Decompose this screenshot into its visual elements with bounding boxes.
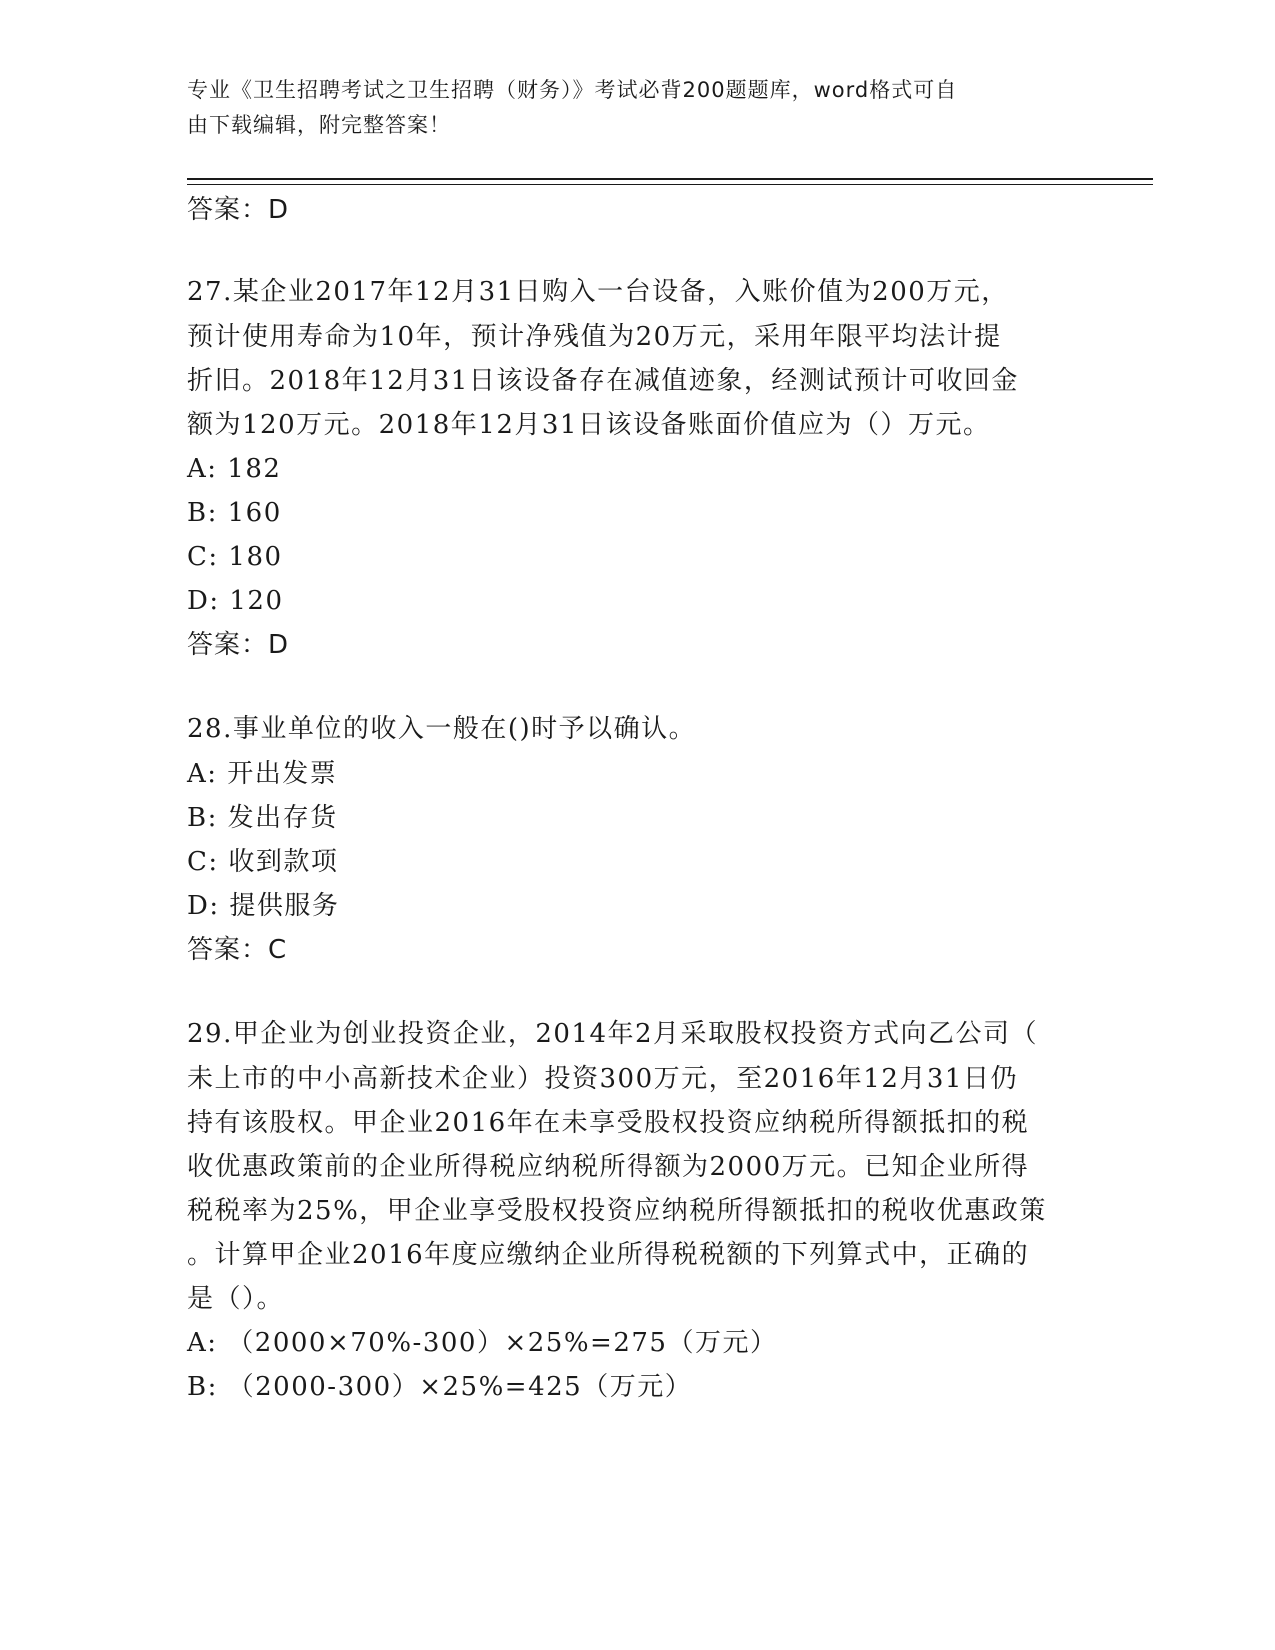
q29-stem-line-6: 。计算甲企业2016年度应缴纳企业所得税税额的下列算式中，正确的 [187, 1240, 1030, 1270]
document-header [187, 73, 1067, 143]
q29-option-b: B: （2000-300）×25%=425（万元） [187, 1372, 693, 1402]
q27-option-d: D: 120 [187, 586, 284, 616]
answer-prev: 答案：D [187, 195, 290, 225]
header-rule-thick [187, 178, 1153, 180]
header-rule-thin [187, 184, 1153, 185]
q27-stem-line-3: 折旧。2018年12月31日该设备存在减值迹象，经测试预计可收回金 [187, 366, 1019, 396]
q29-stem-line-7: 是（）。 [187, 1284, 285, 1314]
q27-stem-line-1: 27.某企业2017年12月31日购入一台设备，入账价值为200万元， [187, 277, 1009, 307]
q29-option-a: A: （2000×70%-300）×25%=275（万元） [187, 1328, 778, 1358]
q28-option-c: C: 收到款项 [187, 847, 339, 877]
q27-option-b: B: 160 [187, 498, 282, 528]
q27-stem-line-2: 预计使用寿命为10年，预计净残值为20万元，采用年限平均法计提 [187, 322, 1002, 352]
q27-option-a: A: 182 [187, 454, 282, 484]
q28-stem-line-1: 28.事业单位的收入一般在()时予以确认。 [187, 714, 697, 744]
header-line-2: 由下载编辑，附完整答案！ [187, 113, 451, 137]
q27-answer: 答案：D [187, 630, 290, 660]
q29-stem-line-2: 未上市的中小高新技术企业）投资300万元，至2016年12月31日仍 [187, 1064, 1018, 1094]
q29-stem-line-3: 持有该股权。甲企业2016年在未享受股权投资应纳税所得额抵扣的税 [187, 1108, 1030, 1138]
q27-option-c: C: 180 [187, 542, 283, 572]
q27-stem-line-4: 额为120万元。2018年12月31日该设备账面价值应为（）万元。 [187, 410, 991, 440]
q28-option-a: A: 开出发票 [187, 759, 338, 789]
q29-stem-line-5: 税税率为25%，甲企业享受股权投资应纳税所得额抵扣的税收优惠政策 [187, 1196, 1047, 1226]
q28-option-b: B: 发出存货 [187, 803, 338, 833]
header-line-1: 专业《卫生招聘考试之卫生招聘（财务）》考试必背200题题库，word格式可自 [187, 78, 958, 102]
q29-stem-line-4: 收优惠政策前的企业所得税应纳税所得额为2000万元。已知企业所得 [187, 1152, 1030, 1182]
q28-option-d: D: 提供服务 [187, 891, 340, 921]
q28-answer: 答案：C [187, 935, 288, 965]
q29-stem-line-1: 29.甲企业为创业投资企业，2014年2月采取股权投资方式向乙公司（ [187, 1019, 1039, 1049]
